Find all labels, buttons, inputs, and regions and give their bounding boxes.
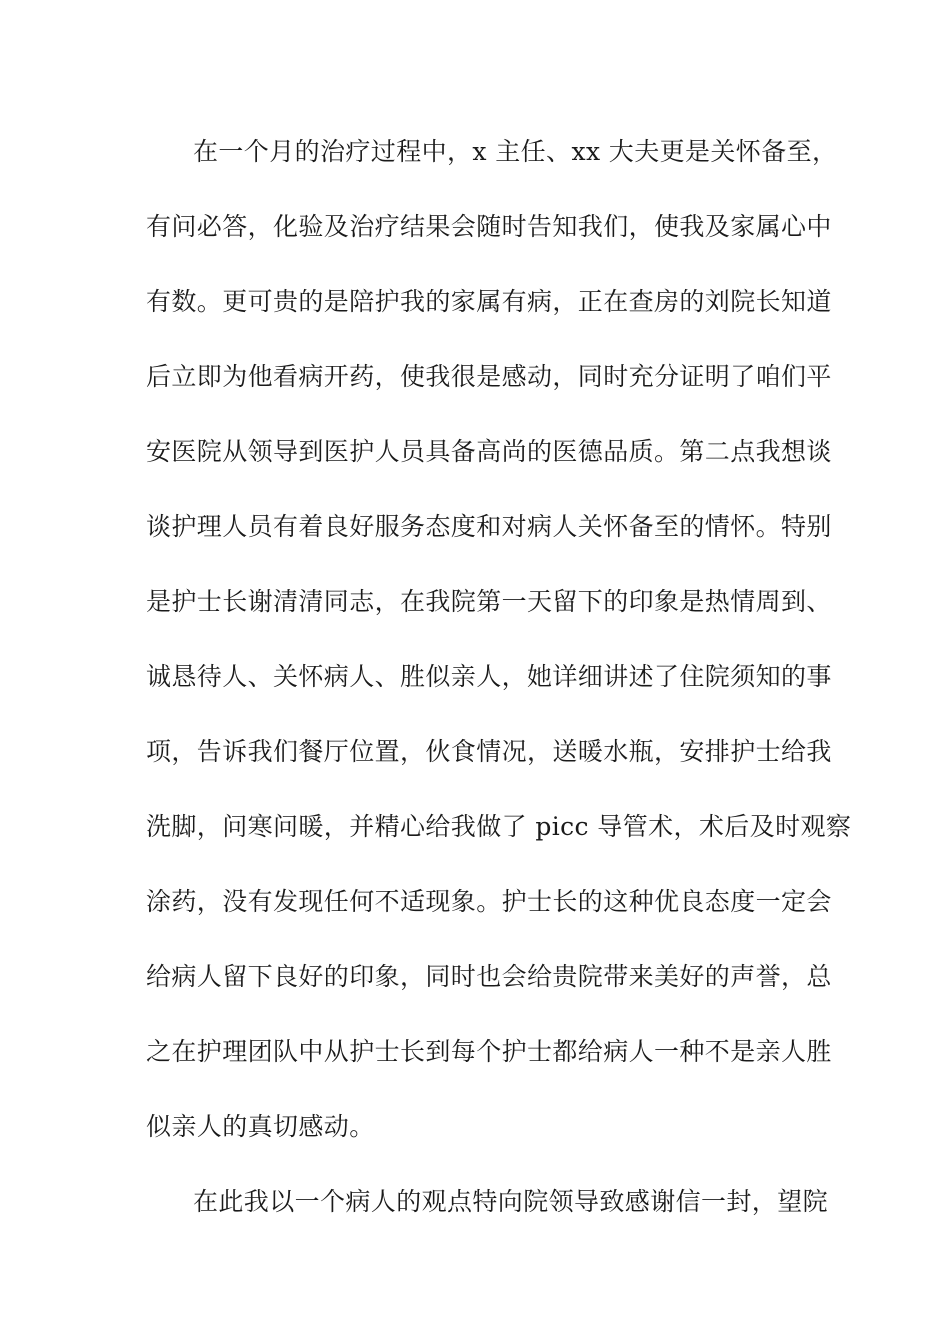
- paragraph-1-line-6: 谈护理人员有着良好服务态度和对病人关怀备至的情怀。特别: [146, 512, 832, 541]
- paragraph-1-line-9: 项，告诉我们餐厅位置，伙食情况，送暖水瓶，安排护士给我: [146, 737, 832, 766]
- paragraph-1-line-11: 涂药，没有发现任何不适现象。护士长的这种优良态度一定会: [146, 887, 832, 916]
- paragraph-1-line-8: 诚恳待人、关怀病人、胜似亲人，她详细讲述了住院须知的事: [146, 662, 832, 691]
- paragraph-1-line-1: 在一个月的治疗过程中，x 主任、xx 大夫更是关怀备至，: [193, 137, 838, 166]
- paragraph-1-line-12: 给病人留下良好的印象，同时也会给贵院带来美好的声誉，总: [146, 962, 832, 991]
- paragraph-1-line-2: 有问必答，化验及治疗结果会随时告知我们，使我及家属心中: [146, 212, 832, 241]
- paragraph-1-line-14: 似亲人的真切感动。: [146, 1112, 375, 1141]
- paragraph-1-line-7: 是护士长谢清清同志，在我院第一天留下的印象是热情周到、: [146, 587, 832, 616]
- paragraph-2-line-1: 在此我以一个病人的观点特向院领导致感谢信一封，望院: [193, 1187, 829, 1216]
- paragraph-1-line-4: 后立即为他看病开药，使我很是感动，同时充分证明了咱们平: [146, 362, 832, 391]
- paragraph-1-line-10: 洗脚，问寒问暖，并精心给我做了 picc 导管术，术后及时观察: [146, 812, 852, 841]
- paragraph-1-line-5: 安医院从领导到医护人员具备高尚的医德品质。第二点我想谈: [146, 437, 832, 466]
- paragraph-1-line-3: 有数。更可贵的是陪护我的家属有病，正在查房的刘院长知道: [146, 287, 832, 316]
- paragraph-1-line-13: 之在护理团队中从护士长到每个护士都给病人一种不是亲人胜: [146, 1037, 832, 1066]
